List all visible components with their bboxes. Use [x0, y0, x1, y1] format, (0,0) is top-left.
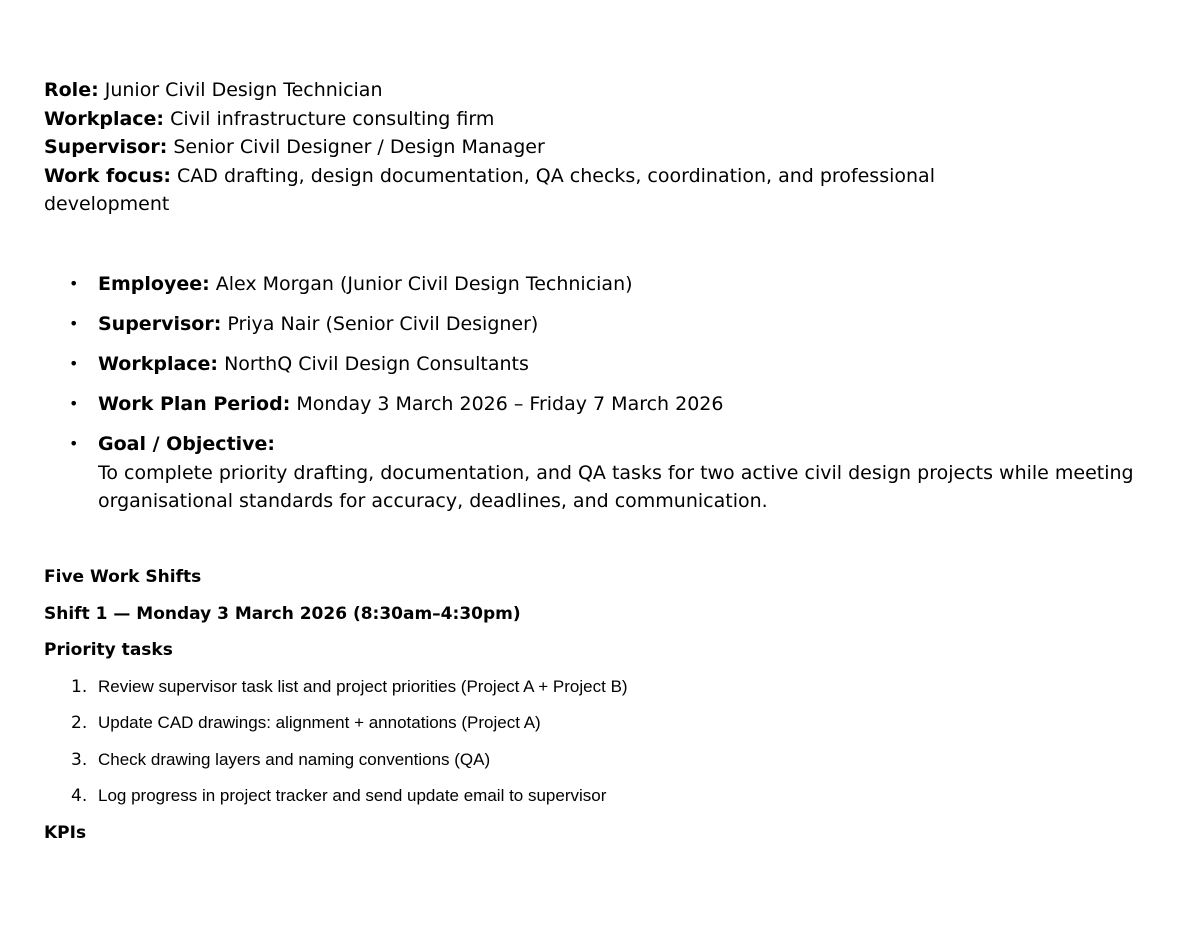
- bullet-icon: •: [69, 394, 79, 413]
- shift-1-title: Shift 1 — Monday 3 March 2026 (8:30am–4:30pm): [44, 603, 521, 624]
- supervisor-line: [44, 133, 1054, 162]
- role-value: Junior Civil Design Technician: [104, 79, 383, 101]
- goal-label: Goal / Objective:: [98, 433, 276, 455]
- task-text: Review supervisor task list and project priorities (Project A + Project B): [98, 676, 628, 696]
- task-item: [44, 748, 1144, 772]
- bullet-icon: •: [69, 274, 79, 293]
- supervisor-value: Senior Civil Designer / Design Manager: [173, 136, 545, 158]
- task-item: [44, 675, 1144, 699]
- detail-label: Supervisor:: [98, 313, 222, 335]
- task-number: 3.: [71, 749, 88, 770]
- task-text: Log progress in project tracker and send update email to supervisor: [98, 786, 607, 805]
- workplace-value: Civil infrastructure consulting firm: [170, 107, 495, 130]
- bullet-icon: •: [69, 434, 79, 453]
- task-number: 1.: [71, 676, 88, 697]
- detail-item-goal: [44, 430, 1144, 516]
- work-shifts-section: [44, 565, 1144, 857]
- section-title: Five Work Shifts: [44, 567, 202, 587]
- detail-value: Priya Nair (Senior Civil Designer): [227, 313, 539, 335]
- detail-value: NorthQ Civil Design Consultants: [224, 353, 529, 375]
- detail-label: Employee:: [98, 273, 210, 295]
- detail-label: Workplace:: [98, 353, 219, 375]
- role-label: Role:: [44, 79, 99, 101]
- task-number: 2.: [71, 713, 88, 733]
- priority-tasks-heading: Priority tasks: [44, 640, 173, 660]
- task-text: Update CAD drawings: alignment + annotations (Project A): [98, 713, 541, 732]
- detail-value: Alex Morgan (Junior Civil Design Technician): [215, 273, 633, 295]
- role-line: [44, 76, 1054, 105]
- priority-task-list: [44, 675, 1144, 809]
- detail-value: Monday 3 March 2026 – Friday 7 March 2026: [296, 393, 724, 415]
- supervisor-label: Supervisor:: [44, 136, 168, 158]
- detail-label: Work Plan Period:: [98, 393, 291, 415]
- detail-item-employee: [44, 270, 1144, 299]
- task-number: 4.: [71, 786, 88, 806]
- task-item: [44, 784, 1144, 808]
- bullet-icon: •: [69, 354, 79, 373]
- work-plan-details: [44, 270, 1144, 527]
- task-item: [44, 711, 1144, 735]
- goal-value: To complete priority drafting, documentation, and QA tasks for two active civil design projects while meeting organisational standards for accuracy, deadlines, and communication.: [98, 461, 1134, 512]
- bullet-icon: •: [69, 314, 79, 333]
- workplace-label: Workplace:: [44, 107, 165, 130]
- work-focus-value: CAD drafting, design documentation, QA checks, coordination, and professional development: [44, 164, 935, 215]
- detail-item-period: [44, 390, 1144, 419]
- kpis-heading: KPIs: [44, 822, 87, 843]
- work-focus-label: Work focus:: [44, 164, 171, 187]
- task-text: Check drawing layers and naming conventions (QA): [98, 749, 491, 769]
- role-summary: [44, 76, 1054, 219]
- detail-item-supervisor: [44, 310, 1144, 339]
- detail-item-workplace: [44, 350, 1144, 379]
- work-focus-line: [44, 162, 1054, 219]
- workplace-line: [44, 105, 1054, 134]
